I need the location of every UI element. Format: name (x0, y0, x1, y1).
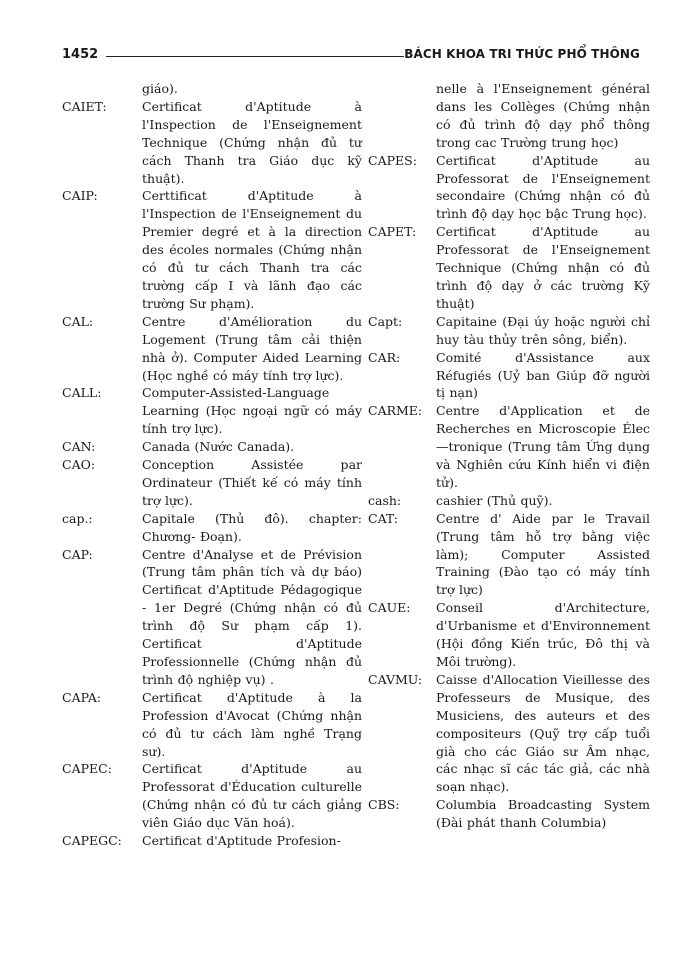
entry-definition: Certificat d'Aptitude au Professorat de l'Enseignement secondaire (Chứng nhận có đủ trình độ dạy học bậc Trung học). (436, 152, 650, 222)
glossary-entry (62, 438, 362, 456)
entry-definition: Conseil d'Architecture, d'Urbanisme et d'Environnement (Hội đồng Kiến trúc, Đô thị và Môi trường). (436, 600, 650, 669)
entry-definition: Certificat d'Aptitude à l'Inspection de l'Enseignement Technique (Chứng nhận đủ tư cách Thanh tra Giáo dục kỹ thuật). (142, 98, 362, 186)
entry-abbreviation: CAR: (368, 349, 401, 365)
entry-definition: Capitaine (Đại úy hoặc người chỉ huy tàu thủy trên sông, biển). (436, 313, 650, 347)
entry-abbreviation: CAIET: (62, 98, 107, 114)
glossary-entry (62, 546, 362, 689)
glossary-entry (368, 152, 650, 224)
entry-abbreviation: CARME: (368, 403, 423, 419)
glossary-entry (368, 510, 650, 600)
glossary-entry (62, 456, 362, 510)
entry-definition: Certificat d'Aptitude au Professorat d'Éducation culturelle (Chứng nhận có đủ tư cách giảng viên Giáo dục Văn hoá). (142, 761, 362, 831)
entry-abbreviation: Capt: (368, 313, 403, 329)
entry-abbreviation: CBS: (368, 797, 400, 813)
entry-definition: Certificat d'Aptitude Profesion- (142, 833, 341, 849)
entry-abbreviation: cap.: (62, 510, 93, 526)
glossary-entry (62, 510, 362, 546)
left-column (62, 80, 362, 850)
entry-definition: Capitale (Thủ đô). chapter: Chương- Đoạn). (142, 510, 362, 544)
entry-definition: Centre d'Application et de Recherches en Microscopie Élec—tronique (Trung tâm Ứng dụng và Nghiên cứu Kính hiển vi điện tử). (436, 403, 650, 490)
glossary-entry (368, 492, 650, 510)
glossary-entry (62, 187, 362, 312)
glossary-entry (62, 384, 362, 438)
entry-abbreviation: CALL: (62, 385, 102, 401)
entry-abbreviation: CAIP: (62, 188, 98, 204)
glossary-entry (62, 98, 362, 188)
glossary-entry (62, 689, 362, 761)
entry-abbreviation: CAO: (62, 457, 96, 473)
entry-definition: Caisse d'Allocation Vieillesse des Professeurs de Musique, des Musiciens, des auteurs et des compositeurs (Quỹ trợ cấp tuổi già cho các Giáo sư Âm nhạc, các nhạc sĩ các tác giả, các nhà soạn nhạc). (436, 671, 650, 795)
entry-abbreviation: CAPET: (368, 224, 417, 240)
entry-definition: Centre d'Amélioration du Logement (Trung tâm cải thiện nhà ở). Computer Aided Learning (Học nghề có máy tính trợ lực). (142, 313, 362, 383)
glossary-entry-continuation (62, 80, 362, 98)
entry-definition: Computer-Assisted-Language Learning (Học ngoại ngữ có máy tính trợ lực). (142, 385, 362, 437)
entry-abbreviation: CAN: (62, 439, 96, 455)
entry-definition: Columbia Broadcasting System (Đài phát thanh Columbia) (436, 797, 650, 831)
glossary-entry (368, 599, 650, 671)
glossary-entry (62, 760, 362, 832)
entry-abbreviation: CAL: (62, 313, 94, 329)
entry-abbreviation: cash: (368, 492, 402, 508)
glossary-entry-continuation (368, 80, 650, 152)
entry-definition: Certtificat d'Aptitude à l'Inspection de l'Enseignement du Premier degré et à la direction des écoles normales (Chứng nhận có đủ tư cách Thanh tra các trường cấp I và lãnh đạo các trường Sư phạm). (142, 188, 362, 311)
entry-definition: Certificat d'Aptitude au Professorat de l'Enseignement Technique (Chứng nhận có đủ trình độ dạy ở các trường Kỹ thuật) (436, 224, 650, 311)
running-title: BÁCH KHOA TRI THỨC PHỔ THÔNG (404, 47, 640, 61)
entry-definition: cashier (Thủ quỹ). (436, 492, 553, 508)
entry-definition: giáo). (142, 81, 178, 96)
entry-definition: Comité d'Assistance aux Réfugiés (Uỷ ban Giúp đỡ người tị nạn) (436, 349, 650, 401)
right-column (368, 80, 650, 832)
entry-abbreviation: CAUE: (368, 600, 411, 616)
glossary-entry (368, 349, 650, 403)
glossary-entry (368, 402, 650, 492)
entry-abbreviation: CAPES: (368, 152, 417, 168)
glossary-entry (368, 313, 650, 349)
entry-definition: Certificat d'Aptitude à la Profession d'Avocat (Chứng nhận có đủ tư cách làm nghề Trạng sư). (142, 689, 362, 759)
entry-definition: nelle à l'Enseignement général dans les Collèges (Chứng nhận có đủ trình độ dạy phổ thông trong cac Trường trung học) (436, 81, 650, 150)
entry-definition: Centre d'Analyse et de Prévision (Trung tâm phân tích và dự báo) Certificat d'Aptitude Pédagogique - 1er Degré (Chứng nhận có đủ trình độ Sư phạm cấp 1). Certificat d'Aptitude Professionnelle (Chứng nhận đủ trình độ nghiệp vụ) . (142, 546, 362, 687)
entry-abbreviation: CAPEGC: (62, 833, 122, 849)
entry-abbreviation: CAT: (368, 510, 399, 526)
entry-definition: Canada (Nước Canada). (142, 439, 295, 455)
entry-abbreviation: CAPA: (62, 689, 102, 705)
glossary-entry (368, 223, 650, 313)
page-number: 1452 (62, 47, 99, 62)
entry-abbreviation: CAP: (62, 546, 93, 562)
header-rule (106, 56, 404, 57)
entry-abbreviation: CAPEC: (62, 761, 112, 777)
glossary-entry (62, 313, 362, 385)
entry-abbreviation: CAVMU: (368, 671, 423, 687)
glossary-entry (368, 796, 650, 832)
entry-definition: Conception Assistée par Ordinateur (Thiết kế có máy tính trợ lực). (142, 457, 362, 508)
entry-definition: Centre d' Aide par le Travail (Trung tâm hỗ trợ bằng việc làm); Computer Assisted Training (Đào tạo có máy tính trợ lực) (436, 510, 650, 598)
glossary-entry (62, 832, 362, 850)
glossary-entry (368, 671, 650, 796)
